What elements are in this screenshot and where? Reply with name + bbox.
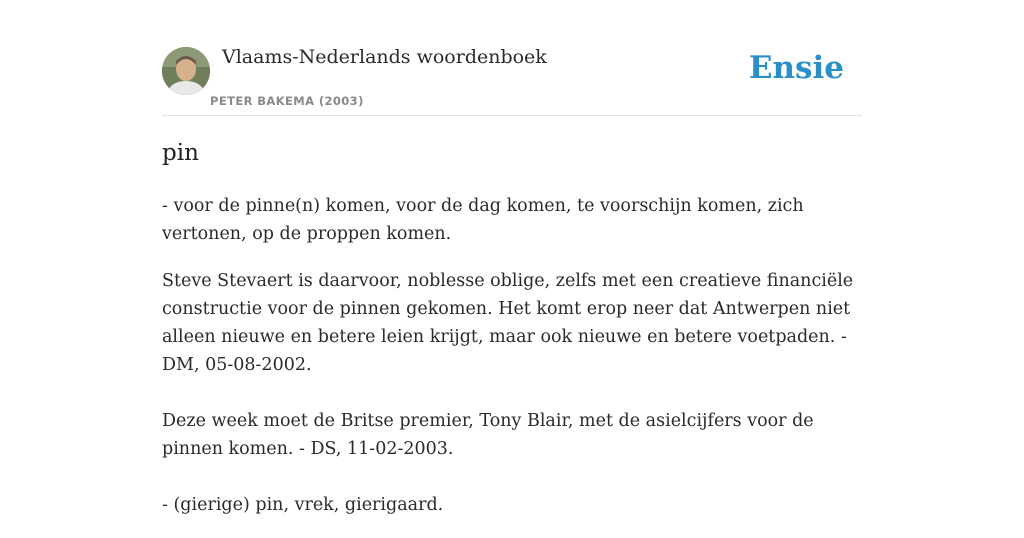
author-portrait-icon [162, 47, 210, 95]
header-divider [162, 115, 862, 116]
entry-paragraph: - voor de pinne(n) komen, voor de dag komen, te voorschijn komen, zich vertonen, op de proppen komen. [162, 196, 804, 244]
entry-paragraph: Steve Stevaert is daarvoor, noblesse oblige, zelfs met een creatieve financiële constructie voor de pinnen gekomen. Het komt erop neer dat Antwerpen niet alleen nieuwe en betere leien krijgt, maar ook nieuwe en betere voetpaden. - DM, 05-08-2002. [162, 271, 854, 375]
author-name[interactable]: PETER BAKEMA (2003) [210, 94, 364, 108]
entry-paragraph: - (gierige) pin, vrek, gierigaard. [162, 495, 444, 515]
entry-paragraph: Deze week moet de Britse premier, Tony Blair, met de asielcijfers voor de pinnen komen. - DS, 11-02-2003. [162, 411, 814, 459]
author-avatar[interactable] [162, 47, 210, 95]
entry-page [162, 0, 862, 515]
brand-logo[interactable]: Ensie [748, 50, 844, 86]
entry-headword: pin [162, 140, 199, 166]
entry-body [162, 192, 862, 538]
dictionary-title[interactable]: Vlaams-Nederlands woordenboek [222, 46, 547, 68]
